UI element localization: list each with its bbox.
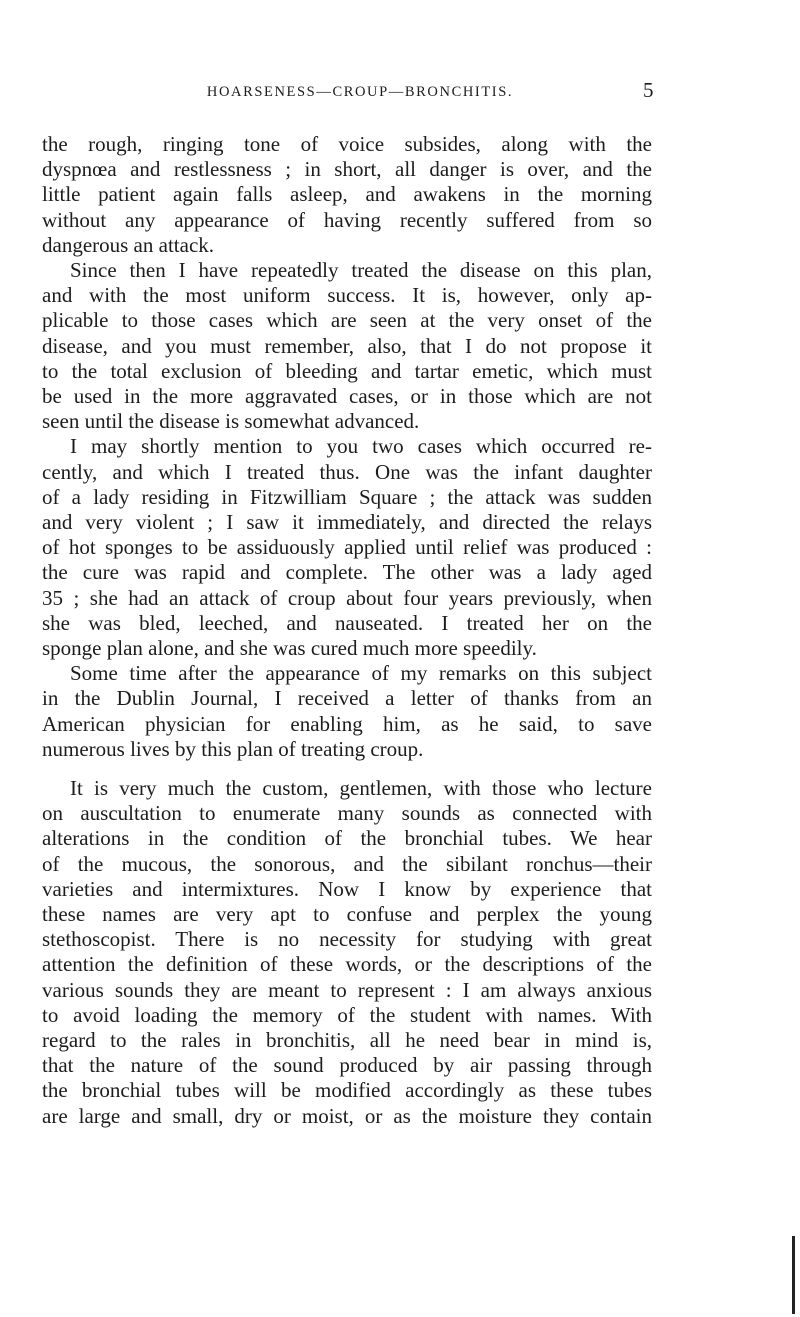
text-line: American physician for enabling him, as he said, to save <box>42 711 652 736</box>
page-edge-mark <box>792 1236 795 1314</box>
text-line: dyspnœa and restlessness ; in short, all danger is over, and the <box>42 157 652 182</box>
text-line: that the nature of the sound produced by air passing through <box>42 1053 652 1078</box>
text-line: of hot sponges to be assiduously applied until relief was produced : <box>42 535 652 560</box>
text-line: on auscultation to enumerate many sounds as connected with <box>42 801 652 826</box>
text-line: various sounds they are meant to represent : I am always anxious <box>42 977 652 1002</box>
running-title: HOARSENESS—CROUP—BRONCHITIS. <box>206 84 514 100</box>
text-line: the bronchial tubes will be modified accordingly as these tubes <box>42 1078 652 1103</box>
text-line: be used in the more aggravated cases, or in those which are not <box>42 384 652 408</box>
text-line: and very violent ; I saw it immediately, and directed the relays <box>42 510 652 534</box>
text-line: in the Dublin Journal, I received a letter of thanks from an <box>42 686 652 711</box>
text-line: I may shortly mention to you two cases which occurred re- <box>70 434 652 459</box>
text-line: varieties and intermixtures. Now I know by experience that <box>42 876 652 901</box>
text-line: of the mucous, the sonorous, and the sibilant ronchus—their <box>42 851 652 876</box>
text-line: It is very much the custom, gentlemen, with those who lecture <box>70 776 652 800</box>
text-line: numerous lives by this plan of treating croup. <box>42 736 424 761</box>
text-line: cently, and which I treated thus. One was the infant daughter <box>42 459 652 484</box>
text-line: to the total exclusion of bleeding and tartar emetic, which must <box>42 358 652 383</box>
text-line: attention the definition of these words, or the descriptions of the <box>42 952 652 977</box>
text-line: Some time after the appearance of my remarks on this subject <box>70 661 652 686</box>
text-line: of a lady residing in Fitzwilliam Square ; the attack was sudden <box>42 484 652 509</box>
text-line: sponge plan alone, and she was cured much more speedily. <box>42 636 537 660</box>
text-line: these names are very apt to confuse and perplex the young <box>42 902 652 926</box>
text-line: regard to the rales in bronchitis, all he need bear in mind is, <box>42 1028 652 1052</box>
text-line: 35 ; she had an attack of croup about four years previously, when <box>42 585 652 610</box>
text-line: plicable to those cases which are seen at the very onset of the <box>42 308 652 333</box>
page-number: 5 <box>643 78 654 102</box>
text-line: she was bled, leeched, and nauseated. I treated her on the <box>42 610 652 635</box>
text-line: alterations in the condition of the bronchial tubes. We hear <box>42 826 652 851</box>
text-line: dangerous an attack. <box>42 232 215 257</box>
text-line: without any appearance of having recently suffered from so <box>42 207 652 232</box>
text-line: Since then I have repeatedly treated the disease on this plan, <box>70 258 652 282</box>
text-line: stethoscopist. There is no necessity for studying with great <box>42 927 652 952</box>
text-line: the cure was rapid and complete. The other was a lady aged <box>42 560 652 585</box>
text-line: the rough, ringing tone of voice subsides, along with the <box>42 132 652 156</box>
text-line: and with the most uniform success. It is, however, only ap- <box>42 283 652 308</box>
text-line: seen until the disease is somewhat advanced. <box>42 409 420 434</box>
text-line: disease, and you must remember, also, that I do not propose it <box>42 333 652 358</box>
text-line: are large and small, dry or moist, or as the moisture they contain <box>42 1103 652 1128</box>
text-line: little patient again falls asleep, and awakens in the morning <box>42 182 652 207</box>
text-line: to avoid loading the memory of the student with names. With <box>42 1002 652 1027</box>
